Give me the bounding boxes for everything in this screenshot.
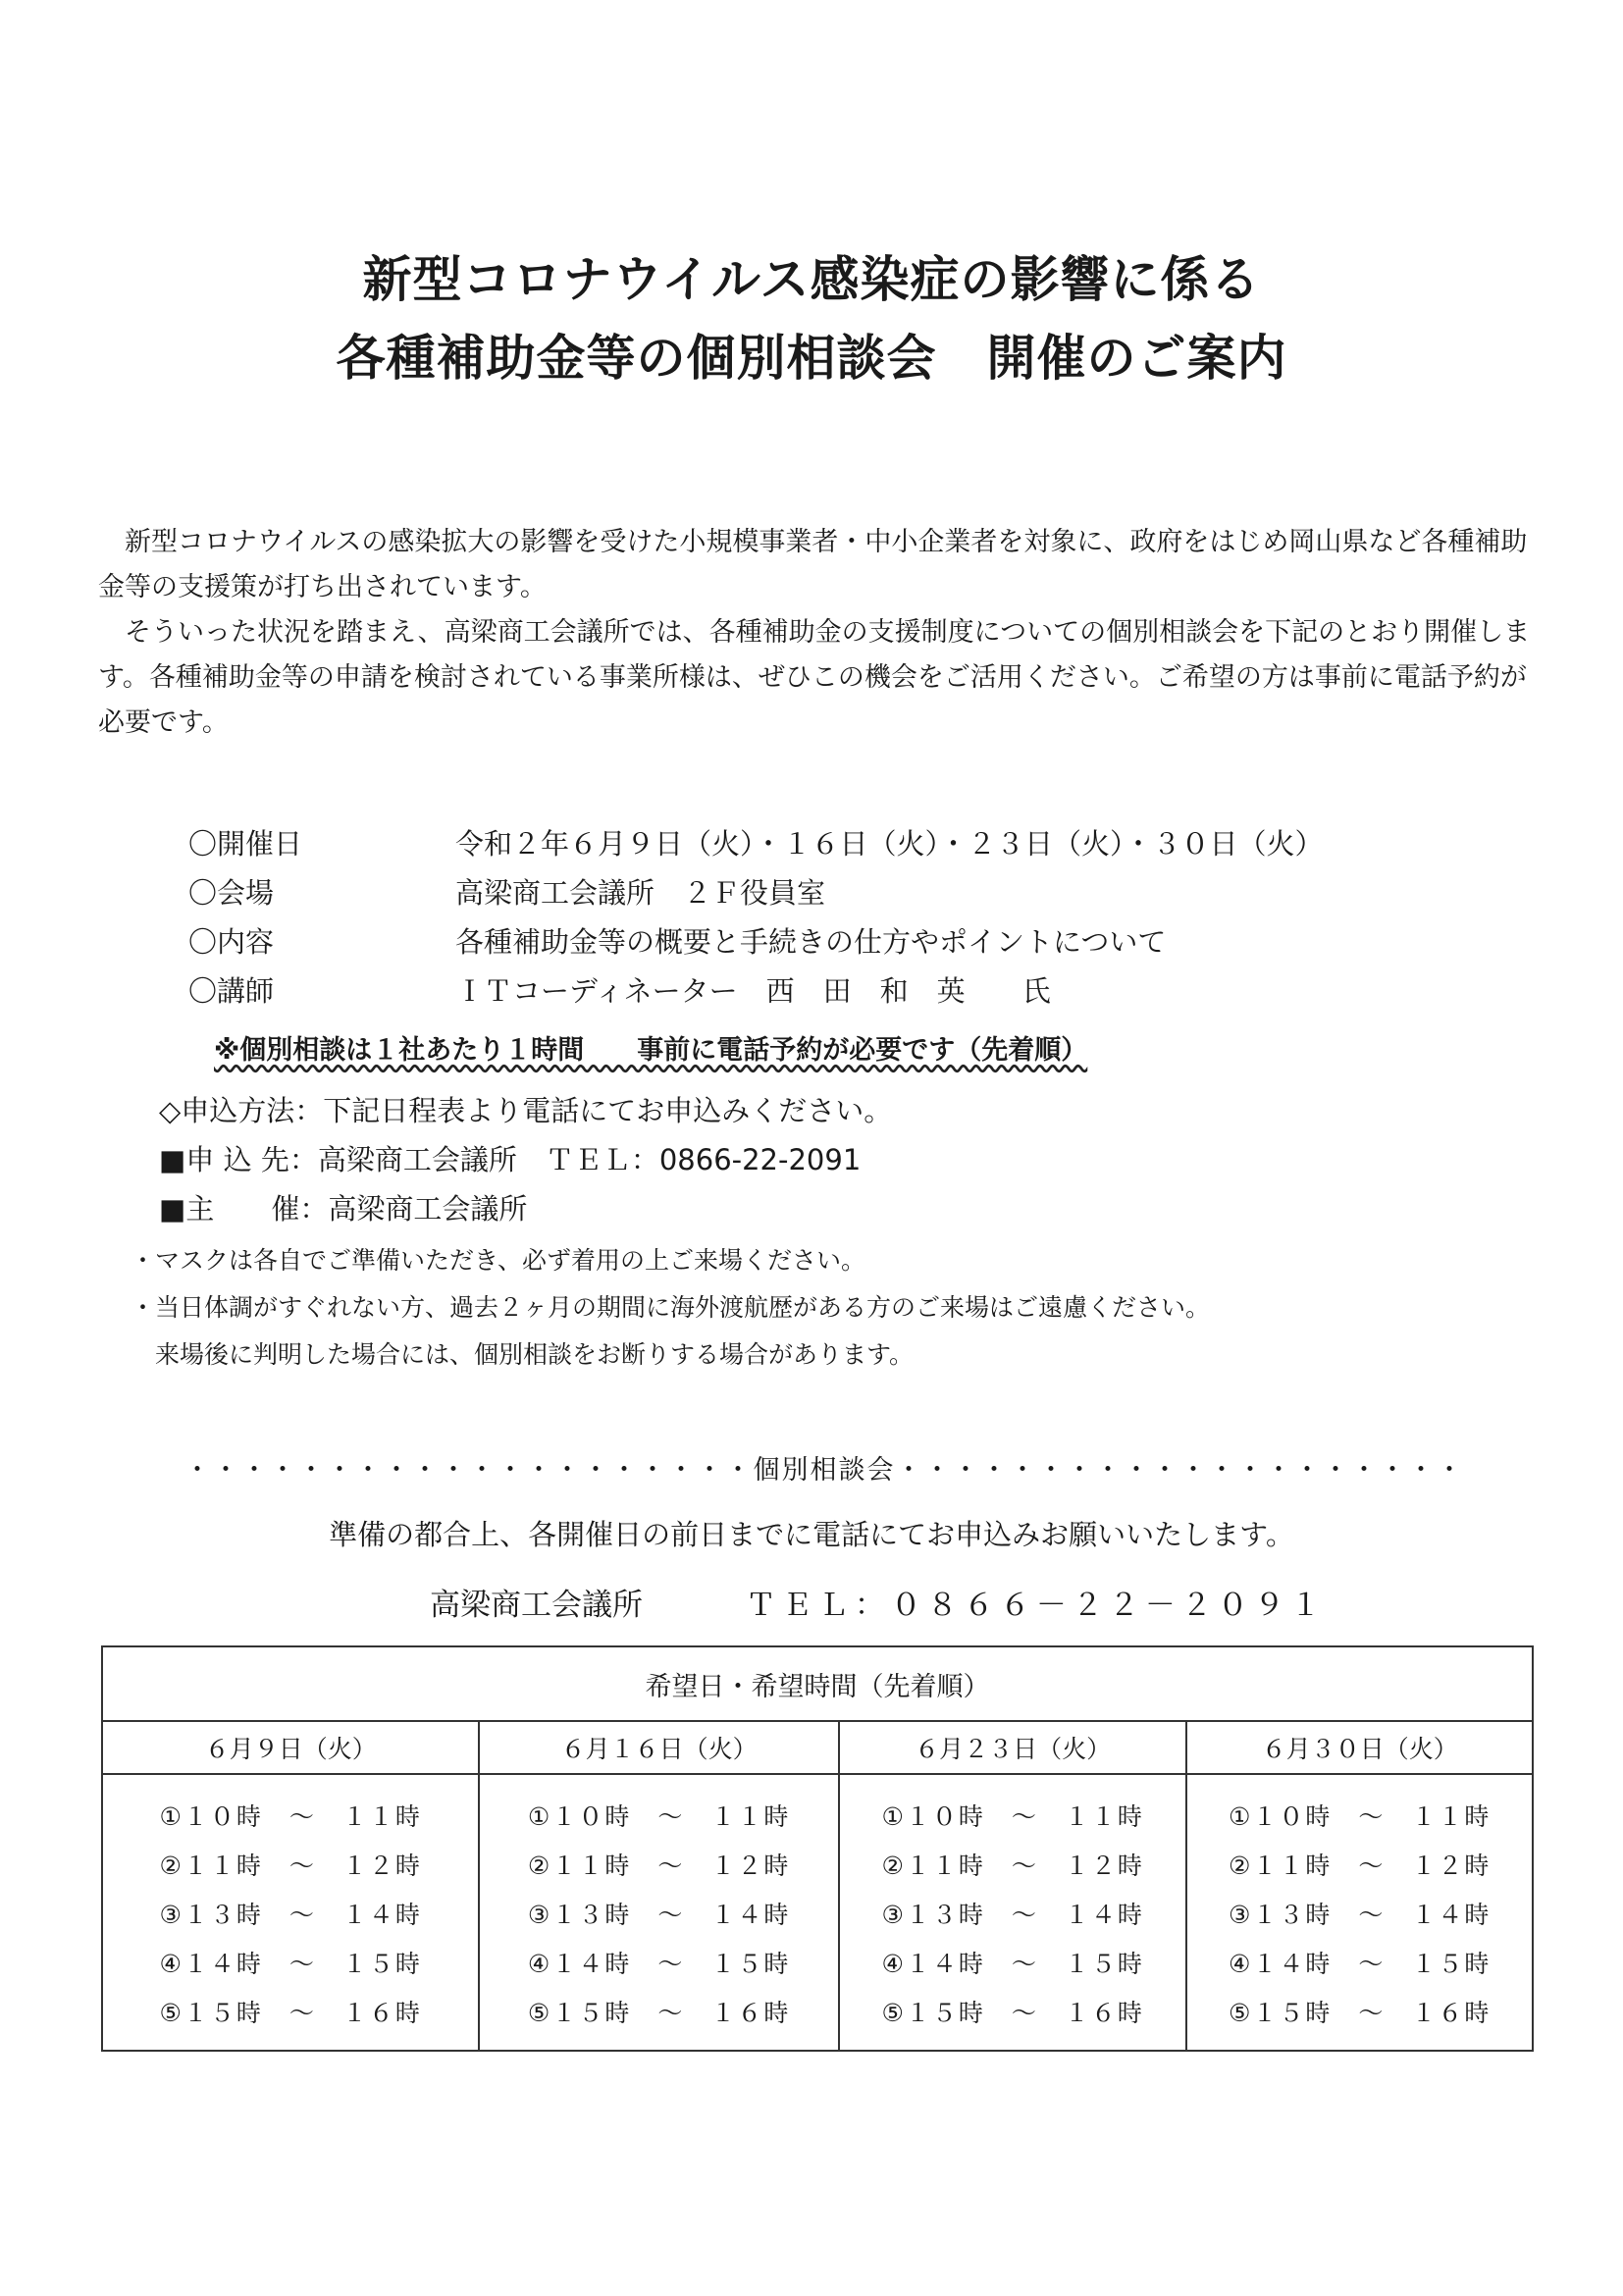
intro-text — [98, 520, 1541, 746]
page-title-line1: 新型コロナウイルス感染症の影響に係る — [362, 251, 1261, 308]
application-method: ◇申込方法：下記日程表より電話にてお申込みください。 — [159, 1094, 893, 1127]
time-slot: ①１０時 ～ １１時 — [527, 1802, 791, 1831]
section-heading: ・・・・・・・・・・・・・・・・・・・・個別相談会・・・・・・・・・・・・・・・・・・・・ — [183, 1455, 1465, 1486]
detail-label: 〇開催日 — [188, 827, 303, 861]
contact-name: 高梁商工会議所 — [430, 1588, 643, 1623]
schedule-caption: 希望日・希望時間（先着順） — [102, 1646, 1533, 1721]
detail-label: 〇講師 — [188, 974, 275, 1008]
intro-paragraph-1: 新型コロナウイルスの感染拡大の影響を受けた小規模事業者・中小企業者を対象に、政府をはじめ岡山県など各種補助金等の支援策が打ち出されています。 — [98, 527, 1528, 602]
time-slot: ④１４時 ～ １５時 — [1229, 1950, 1492, 1978]
schedule-day-column — [102, 1774, 479, 2051]
detail-value: 高梁商工会議所 ２Ｆ役員室 — [455, 876, 826, 910]
bullet-health: ・当日体調がすぐれない方、過去２ヶ月の期間に海外渡航歴がある方のご来場はご遠慮ください。 — [131, 1293, 1211, 1322]
time-slot: ④１４時 ～ １５時 — [881, 1950, 1144, 1978]
bullet-mask: ・マスクは各自でご準備いただき、必ず着用の上ご来場ください。 — [131, 1246, 866, 1275]
time-slot: ⑤１５時 ～ １６時 — [527, 1999, 791, 2027]
detail-value: 各種補助金等の概要と手続きの仕方やポイントについて — [455, 925, 1167, 959]
schedule-day-column — [479, 1774, 838, 2051]
time-slot: ②１１時 ～ １２時 — [881, 1852, 1144, 1880]
intro-paragraph-2: そういった状況を踏まえ、高梁商工会議所では、各種補助金の支援制度についての個別相談会を下記のとおり開催します。各種補助金等の申請を検討されている事業所様は、ぜひこの機会をご活用ください。ご希望の方は事前に電話予約が必要です。 — [98, 617, 1531, 738]
contact-row — [430, 1580, 1327, 1624]
bullet-refusal: 来場後に判明した場合には、個別相談をお断りする場合があります。 — [131, 1340, 915, 1369]
schedule-day-column — [1186, 1774, 1533, 2051]
time-slot: ③１３時 ～ １４時 — [1229, 1901, 1492, 1929]
schedule-table — [101, 1645, 1534, 2052]
detail-label: 〇会場 — [188, 876, 275, 910]
time-slot: ③１３時 ～ １４時 — [159, 1901, 422, 1929]
contact-tel: ＴＥＬ：０８６６－２２－２０９１ — [745, 1588, 1327, 1623]
detail-label: 〇内容 — [188, 925, 275, 959]
time-slot: ⑤１５時 ～ １６時 — [881, 1999, 1144, 2027]
time-slot: ①１０時 ～ １１時 — [1229, 1802, 1492, 1831]
time-slot: ①１０時 ～ １１時 — [881, 1802, 1144, 1831]
time-slot: ②１１時 ～ １２時 — [527, 1852, 791, 1880]
reserve-note: 準備の都合上、各開催日の前日までに電話にてお申込みお願いいたします。 — [329, 1518, 1294, 1551]
schedule-day-header: ６月２３日（火） — [839, 1721, 1187, 1774]
schedule-day-header: ６月３０日（火） — [1186, 1721, 1533, 1774]
page-title-line2: 各種補助金等の個別相談会 開催のご案内 — [336, 330, 1287, 387]
time-slot: ⑤１５時 ～ １６時 — [159, 1999, 422, 2027]
time-slot: ③１３時 ～ １４時 — [527, 1901, 791, 1929]
detail-value: ＩＴコーディネーター 西 田 和 英 氏 — [455, 974, 1051, 1008]
organizer: ■主 催：高梁商工会議所 — [159, 1192, 528, 1226]
time-slot: ①１０時 ～ １１時 — [159, 1802, 422, 1831]
reservation-note: ※個別相談は１社あたり１時間 事前に電話予約が必要です（先着順） — [214, 1035, 1088, 1066]
time-slot: ④１４時 ～ １５時 — [159, 1950, 422, 1978]
schedule-day-header: ６月１６日（火） — [479, 1721, 838, 1774]
time-slot: ③１３時 ～ １４時 — [881, 1901, 1144, 1929]
application-contact: ■申 込 先：高梁商工会議所 ＴＥＬ：0866-22-2091 — [159, 1143, 862, 1176]
detail-value: 令和２年６月９日（火）・１６日（火）・２３日（火）・３０日（火） — [455, 827, 1324, 861]
time-slot: ④１４時 ～ １５時 — [527, 1950, 791, 1978]
schedule-day-column — [839, 1774, 1187, 2051]
time-slot: ⑤１５時 ～ １６時 — [1229, 1999, 1492, 2027]
time-slot: ②１１時 ～ １２時 — [1229, 1852, 1492, 1880]
time-slot: ②１１時 ～ １２時 — [159, 1852, 422, 1880]
schedule-day-header: ６月９日（火） — [102, 1721, 479, 1774]
